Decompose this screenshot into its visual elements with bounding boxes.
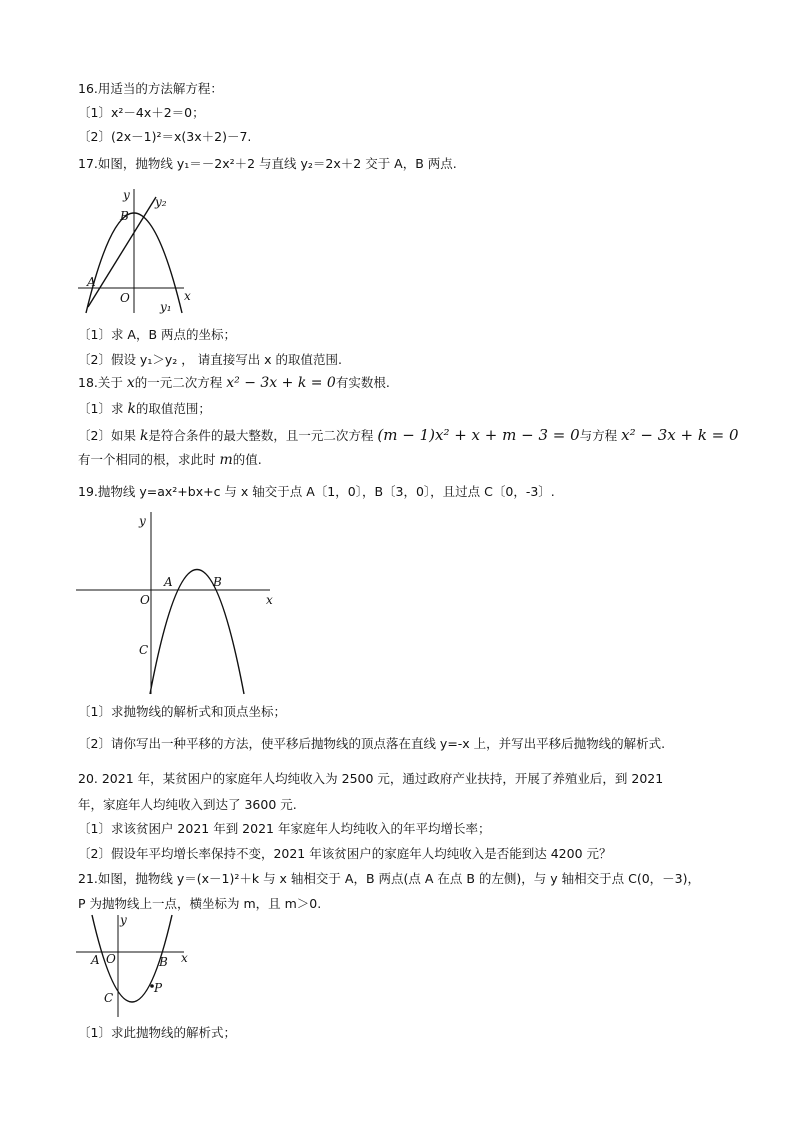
q20-part2: 〔2〕假设年平均增长率保持不变，2021 年该贫困户的家庭年人均纯收入是否能到达 4200 元？ xyxy=(78,846,612,861)
q16-part1: 〔1〕x²－4x＋2＝0； xyxy=(78,105,205,120)
q16-title: 16.用适当的方法解方程： xyxy=(78,81,223,96)
q20-part1: 〔1〕求该贫困户 2021 年到 2021 年家庭年人均纯收入的年平均增长率； xyxy=(78,821,491,836)
q19-label-A: A xyxy=(164,575,173,589)
q21-title: 21.如图，抛物线 y＝(x－1)²＋k 与 x 轴相交于 A，B 两点(点 A 在点 B 的左侧)，与 y 轴相交于点 C(0，－3)， xyxy=(78,871,700,886)
q17-label-B: B xyxy=(120,209,129,223)
q21-label-A: A xyxy=(91,953,100,967)
q19-title: 19.抛物线 y=ax²+bx+c 与 x 轴交于点 A〔1，0〕，B〔3，0〕，且过点 C〔0，-3〕. xyxy=(78,484,555,499)
q21-part1: 〔1〕求此抛物线的解析式； xyxy=(78,1025,236,1040)
q19-label-y: y xyxy=(139,514,146,528)
q19-figure xyxy=(70,508,285,700)
q17-title: 17.如图，抛物线 y₁＝－2x²＋2 与直线 y₂＝2x＋2 交于 A，B 两点. xyxy=(78,156,457,171)
q21-title-cont: P 为抛物线上一点，横坐标为 m，且 m＞0. xyxy=(78,896,322,911)
q21-label-C: C xyxy=(104,991,114,1005)
q18-part2: 〔2〕如果 k是符合条件的最大整数，且一元二次方程 (m − 1)x² + x + m − 3 = 0与方程 x² − 3x + k = 0 xyxy=(78,426,739,444)
q16-part2: 〔2〕(2x－1)²＝x(3x＋2)－7. xyxy=(78,129,252,144)
q17-part1: 〔1〕求 A，B 两点的坐标； xyxy=(78,327,237,342)
q17-label-O: O xyxy=(120,291,130,305)
q21-label-B: B xyxy=(159,955,168,969)
q20-title: 20. 2021 年，某贫困户的家庭年人均纯收入为 2500 元，通过政府产业扶持，开展了养殖业后，到 2021 xyxy=(78,771,664,786)
q19-part1: 〔1〕求抛物线的解析式和顶点坐标； xyxy=(78,704,286,719)
q19-label-B: B xyxy=(213,575,222,589)
q21-label-P: P xyxy=(154,981,163,995)
q17-label-y1: y₁ xyxy=(160,300,172,314)
q17-label-x: x xyxy=(184,289,191,303)
q21-label-x: x xyxy=(181,951,188,965)
q17-part2: 〔2〕假设 y₁＞y₂ ， 请直接写出 x 的取值范围. xyxy=(78,352,343,367)
q17-label-y: y xyxy=(123,188,130,202)
q21-label-O: O xyxy=(106,952,116,966)
q18-part1: 〔1〕求 k的取值范围； xyxy=(78,401,211,417)
q18-part2-cont: 有一个相同的根，求此时 m的值. xyxy=(78,452,262,468)
q20-title-cont: 年，家庭年人均纯收入到达了 3600 元. xyxy=(78,797,297,812)
q19-label-C: C xyxy=(139,643,149,657)
q21-figure xyxy=(72,913,197,1020)
q17-label-A: A xyxy=(87,275,96,289)
q17-label-y2: y₂ xyxy=(155,195,167,209)
q19-label-x: x xyxy=(266,593,273,607)
q17-figure xyxy=(74,185,204,317)
q19-label-O: O xyxy=(140,593,150,607)
q19-part2: 〔2〕请你写出一种平移的方法，使平移后抛物线的顶点落在直线 y=-x 上，并写出平移后抛物线的解析式. xyxy=(78,736,666,751)
q21-label-y: y xyxy=(120,913,127,927)
q18-title: 18.关于 x的一元二次方程 x² − 3x + k = 0有实数根. xyxy=(78,375,390,391)
